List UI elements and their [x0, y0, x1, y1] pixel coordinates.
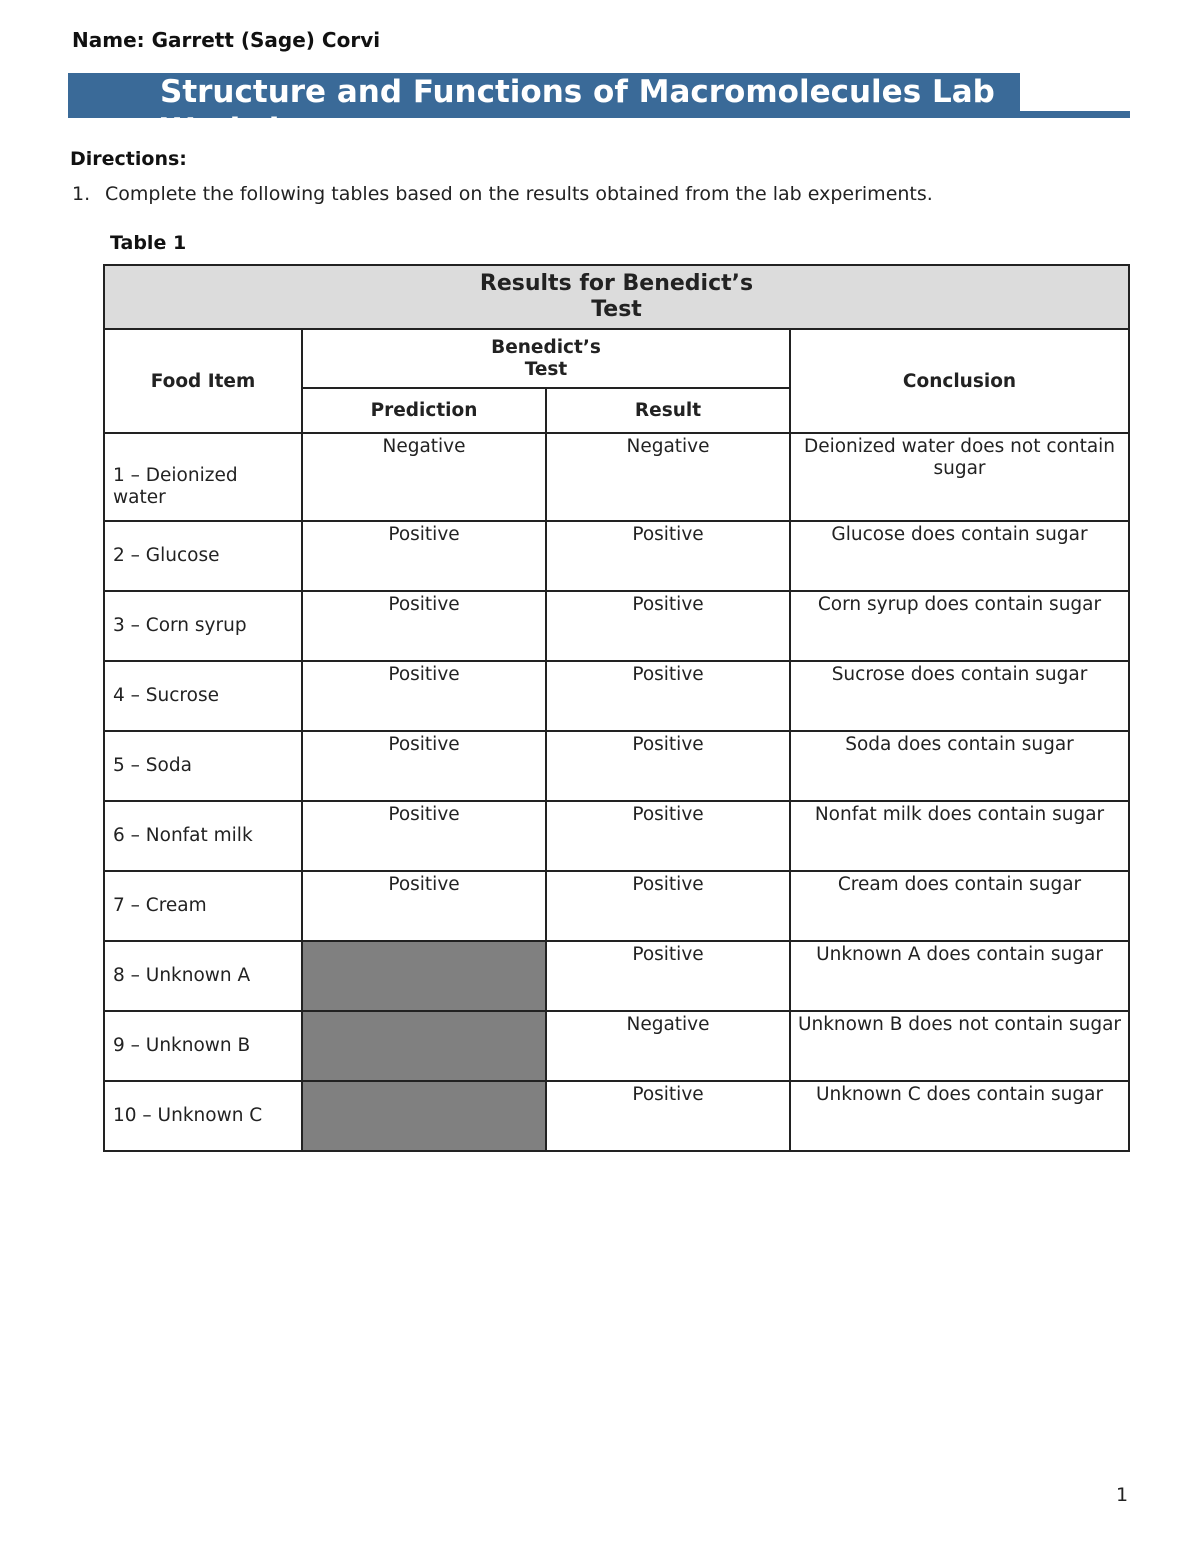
prediction-cell: Negative	[302, 433, 546, 521]
instruction-text: Complete the following tables based on the results obtained from the lab experiments.	[105, 183, 933, 205]
table-row	[104, 661, 1129, 731]
table-row	[104, 731, 1129, 801]
instruction-item	[72, 183, 933, 205]
worksheet-title: Structure and Functions of Macromolecules Lab Worksheet	[160, 74, 995, 148]
result-cell: Positive	[546, 801, 790, 871]
prediction-cell-shaded	[302, 941, 546, 1011]
conclusion-cell: Sucrose does contain sugar	[790, 661, 1129, 731]
table-label: Table 1	[110, 232, 187, 254]
table-row	[104, 521, 1129, 591]
prediction-cell: Positive	[302, 521, 546, 591]
prediction-cell-shaded	[302, 1011, 546, 1081]
food-item-cell: 5 – Soda	[104, 731, 302, 801]
conclusion-cell: Cream does contain sugar	[790, 871, 1129, 941]
prediction-cell-shaded	[302, 1081, 546, 1151]
table-row	[104, 1011, 1129, 1081]
result-cell: Positive	[546, 521, 790, 591]
caption-line-2: Test	[591, 297, 642, 322]
benedicts-results-table	[103, 264, 1130, 1152]
directions-label: Directions:	[70, 148, 187, 170]
header-result: Result	[546, 388, 790, 433]
conclusion-cell: Unknown B does not contain sugar	[790, 1011, 1129, 1081]
result-cell: Negative	[546, 433, 790, 521]
food-item-cell: 3 – Corn syrup	[104, 591, 302, 661]
prediction-cell: Positive	[302, 661, 546, 731]
table-row	[104, 871, 1129, 941]
result-cell: Positive	[546, 1081, 790, 1151]
conclusion-cell: Soda does contain sugar	[790, 731, 1129, 801]
table-row	[104, 941, 1129, 1011]
result-cell: Positive	[546, 871, 790, 941]
food-item-cell: 2 – Glucose	[104, 521, 302, 591]
food-item-cell: 1 – Deionized water	[104, 433, 302, 521]
conclusion-cell: Corn syrup does contain sugar	[790, 591, 1129, 661]
table-row	[104, 433, 1129, 521]
food-item-cell: 7 – Cream	[104, 871, 302, 941]
prediction-cell: Positive	[302, 591, 546, 661]
conclusion-cell: Unknown A does contain sugar	[790, 941, 1129, 1011]
result-cell: Positive	[546, 941, 790, 1011]
header-food-item: Food Item	[104, 329, 302, 433]
conclusion-cell: Deionized water does not contain sugar	[790, 433, 1129, 521]
header-group-line-1: Benedict’s	[491, 336, 601, 358]
table-row	[104, 591, 1129, 661]
table-row	[104, 1081, 1129, 1151]
instruction-number: 1.	[72, 183, 91, 205]
result-cell: Positive	[546, 731, 790, 801]
conclusion-cell: Unknown C does contain sugar	[790, 1081, 1129, 1151]
prediction-cell: Positive	[302, 871, 546, 941]
title-rule	[1020, 111, 1130, 118]
title-banner	[68, 73, 1020, 148]
header-prediction: Prediction	[302, 388, 546, 433]
header-group-line-2: Test	[524, 358, 568, 380]
food-item-cell: 10 – Unknown C	[104, 1081, 302, 1151]
table-row	[104, 801, 1129, 871]
result-cell: Positive	[546, 591, 790, 661]
result-cell: Positive	[546, 661, 790, 731]
student-name: Name: Garrett (Sage) Corvi	[72, 28, 381, 52]
header-conclusion: Conclusion	[790, 329, 1129, 433]
food-item-cell: 6 – Nonfat milk	[104, 801, 302, 871]
result-cell: Negative	[546, 1011, 790, 1081]
conclusion-cell: Nonfat milk does contain sugar	[790, 801, 1129, 871]
conclusion-cell: Glucose does contain sugar	[790, 521, 1129, 591]
food-item-cell: 4 – Sucrose	[104, 661, 302, 731]
food-item-cell: 8 – Unknown A	[104, 941, 302, 1011]
header-benedicts-test	[302, 329, 790, 388]
food-item-cell: 9 – Unknown B	[104, 1011, 302, 1081]
prediction-cell: Positive	[302, 731, 546, 801]
page-number: 1	[1116, 1484, 1129, 1506]
prediction-cell: Positive	[302, 801, 546, 871]
table-caption	[104, 265, 1129, 329]
caption-line-1: Results for Benedict’s	[479, 271, 754, 296]
